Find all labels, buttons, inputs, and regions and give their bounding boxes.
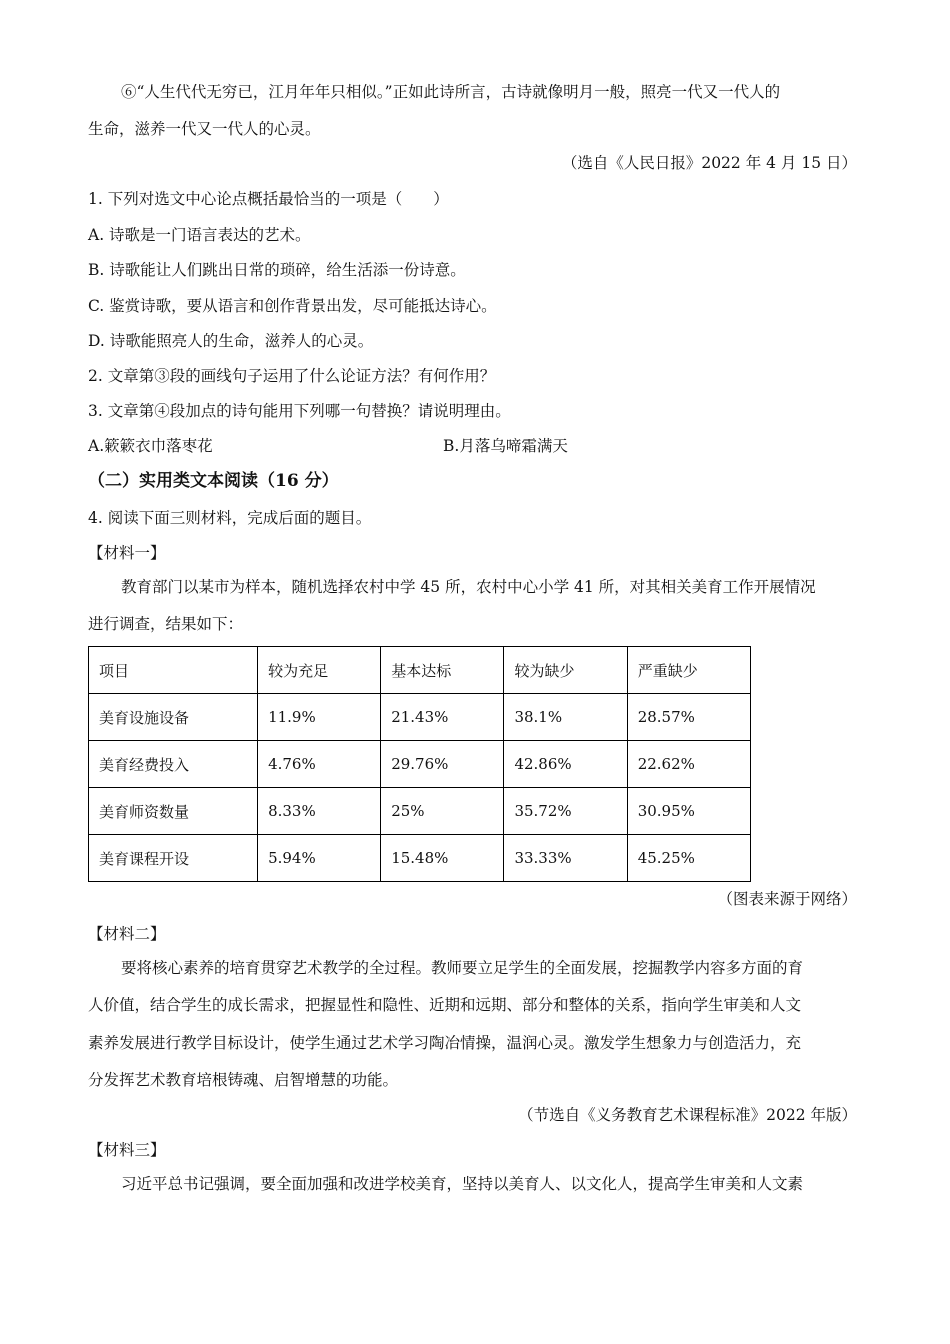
- table-cell: 15.48%: [381, 835, 504, 882]
- question-4: 4. 阅读下面三则材料，完成后面的题目。: [88, 509, 372, 527]
- table-header-cell: 较为缺少: [504, 647, 627, 694]
- table-cell: 42.86%: [504, 741, 627, 788]
- material1-line2: 进行调查，结果如下：: [88, 615, 244, 633]
- question-1-option-d: D. 诗歌能照亮人的生命，滋养人的心灵。: [88, 332, 374, 350]
- question-2: 2. 文章第③段的画线句子运用了什么论证方法？有何作用？: [88, 367, 496, 385]
- question-3-options: [88, 436, 857, 456]
- survey-table: [88, 646, 751, 882]
- material3-line1: 习近平总书记强调，要全面加强和改进学校美育，坚持以美育人、以文化人，提高学生审美和人文素: [121, 1175, 804, 1193]
- material2-line2: 人价值，结合学生的成长需求，把握显性和隐性、近期和远期、部分和整体的关系，指向学生审美和人文: [88, 996, 802, 1014]
- passage-para6-line2: 生命，滋养一代又一代人的心灵。: [88, 120, 321, 138]
- table-cell: 美育经费投入: [89, 741, 258, 788]
- material3-label: 【材料三】: [88, 1141, 166, 1159]
- material2-line1: 要将核心素养的培育贯穿艺术教学的全过程。教师要立足学生的全面发展，挖掘教学内容多方面的育: [121, 959, 804, 977]
- material2-label: 【材料二】: [88, 925, 166, 943]
- passage-source: （选自《人民日报》2022 年 4 月 15 日）: [561, 154, 857, 172]
- table-cell: 25%: [381, 788, 504, 835]
- table-cell: 38.1%: [504, 694, 627, 741]
- table-cell: 29.76%: [381, 741, 504, 788]
- table-cell: 美育课程开设: [89, 835, 258, 882]
- table-cell: 21.43%: [381, 694, 504, 741]
- table-cell: 美育师资数量: [89, 788, 258, 835]
- table-row: [89, 835, 751, 882]
- table-cell: 4.76%: [258, 741, 381, 788]
- question-1-option-a: A. 诗歌是一门语言表达的艺术。: [88, 226, 311, 244]
- question-3-option-a: A.簌簌衣巾落枣花: [88, 437, 213, 455]
- section-heading: （二）实用类文本阅读（16 分）: [88, 471, 339, 491]
- table-cell: 22.62%: [627, 741, 750, 788]
- material1-label: 【材料一】: [88, 544, 166, 562]
- question-1-option-c: C. 鉴赏诗歌，要从语言和创作背景出发，尽可能抵达诗心。: [88, 297, 497, 315]
- question-1: 1. 下列对选文中心论点概括最恰当的一项是（ ）: [88, 190, 449, 208]
- table-cell: 30.95%: [627, 788, 750, 835]
- passage-para6-line1: ⑥“人生代代无穷已，江月年年只相似。”正如此诗所言，古诗就像明月一般，照亮一代又一代人的: [121, 83, 781, 101]
- table-header-cell: 严重缺少: [627, 647, 750, 694]
- table-cell: 8.33%: [258, 788, 381, 835]
- table-header-cell: 较为充足: [258, 647, 381, 694]
- material2-line4: 分发挥艺术教育培根铸魂、启智增慧的功能。: [88, 1071, 399, 1089]
- material2-line3: 素养发展进行教学目标设计，使学生通过艺术学习陶冶情操，温润心灵。激发学生想象力与创造活力，充: [88, 1034, 802, 1052]
- table-cell: 美育设施设备: [89, 694, 258, 741]
- table-cell: 11.9%: [258, 694, 381, 741]
- table-header-row: [89, 647, 751, 694]
- table-cell: 33.33%: [504, 835, 627, 882]
- material1-line1: 教育部门以某市为样本，随机选择农村中学 45 所，农村中心小学 41 所，对其相关美育工作开展情况: [121, 578, 816, 596]
- material2-source: （节选自《义务教育艺术课程标准》2022 年版）: [518, 1106, 857, 1124]
- question-3: 3. 文章第④段加点的诗句能用下列哪一句替换？请说明理由。: [88, 402, 511, 420]
- material1-source: （图表来源于网络）: [717, 890, 857, 908]
- table-cell: 35.72%: [504, 788, 627, 835]
- table-header-cell: 基本达标: [381, 647, 504, 694]
- question-1-option-b: B. 诗歌能让人们跳出日常的琐碎，给生活添一份诗意。: [88, 261, 466, 279]
- table-row: [89, 741, 751, 788]
- table-header-cell: 项目: [89, 647, 258, 694]
- table-cell: 5.94%: [258, 835, 381, 882]
- question-3-option-b: B.月落乌啼霜满天: [443, 437, 568, 455]
- table-cell: 28.57%: [627, 694, 750, 741]
- table-row: [89, 694, 751, 741]
- table-row: [89, 788, 751, 835]
- table-cell: 45.25%: [627, 835, 750, 882]
